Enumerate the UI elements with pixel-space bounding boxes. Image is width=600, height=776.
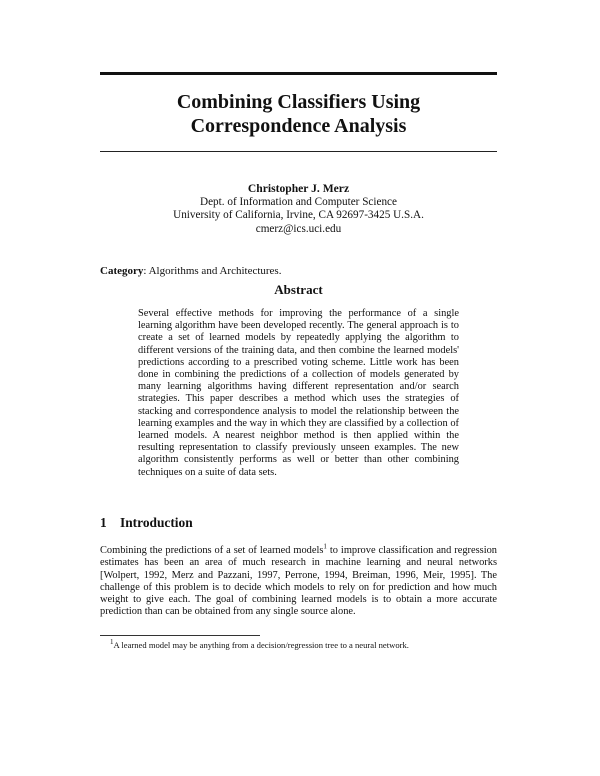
- section-number: 1: [100, 515, 107, 530]
- footnote-reference: 1: [323, 542, 327, 551]
- intro-text-part-2: to improve classification and regression estimates has been an area of much research in machine learning and neural networks [Wolpert, 1992, Merz and Pazzani, 1997, Perrone, 1994, Breiman, 1996, Meir, 1995]. The challenge of this problem is to decide which models to rely on for prediction and how much weight to give each. The goal of combining learned models is to obtain a more accurate prediction than can be obtained from any single source alone.: [100, 545, 497, 618]
- footnote-text: A learned model may be anything from a decision/regression tree to a neural network.: [113, 640, 409, 650]
- top-rule: [100, 72, 497, 75]
- abstract-text: Several effective methods for improving the performance of a single learning algorithm have been developed recently. The general approach is to create a set of learned models by repeatedly applying the algorithm to different versions of the training data, and then combine the learned models' predictions according to a prescribed voting scheme. Little work has been done in combining the predictions of a collection of models generated by many learning algorithms having different representation and/or search strategies. This paper describes a method which uses the strategies of stacking and correspondence analysis to model the relationship between the learning examples and the way in which they are classified by a collection of learned models. A nearest neighbor method is then applied within the resulting representation to classify previously unseen examples. The new algorithm consistently performs as well or better than other combining techniques on a suite of data sets.: [138, 308, 459, 478]
- title-rule: [100, 151, 497, 152]
- paper-title: [100, 90, 497, 138]
- author-block: [100, 182, 497, 236]
- footnote: [110, 640, 500, 650]
- section-title: Introduction: [120, 515, 193, 530]
- footnote-mark: 1: [110, 638, 114, 647]
- category-label: Category: [100, 265, 144, 277]
- intro-paragraph: [100, 542, 497, 619]
- category-value: : Algorithms and Architectures.: [143, 265, 282, 277]
- category-line: [100, 265, 281, 277]
- affiliation-line-1: Dept. of Information and Computer Science: [200, 195, 397, 208]
- title-line-2: Correspondence Analysis: [190, 115, 407, 137]
- title-line-1: Combining Classifiers Using: [176, 91, 421, 113]
- section-heading: [100, 515, 193, 531]
- abstract-heading: Abstract: [274, 282, 323, 297]
- author-name: Christopher J. Merz: [247, 182, 350, 195]
- author-email: cmerz@ics.uci.edu: [255, 222, 342, 235]
- affiliation-line-2: University of California, Irvine, CA 92697-3425 U.S.A.: [173, 209, 424, 221]
- intro-text-part-1: Combining the predictions of a set of learned models: [100, 545, 324, 556]
- footnote-rule: [100, 635, 260, 636]
